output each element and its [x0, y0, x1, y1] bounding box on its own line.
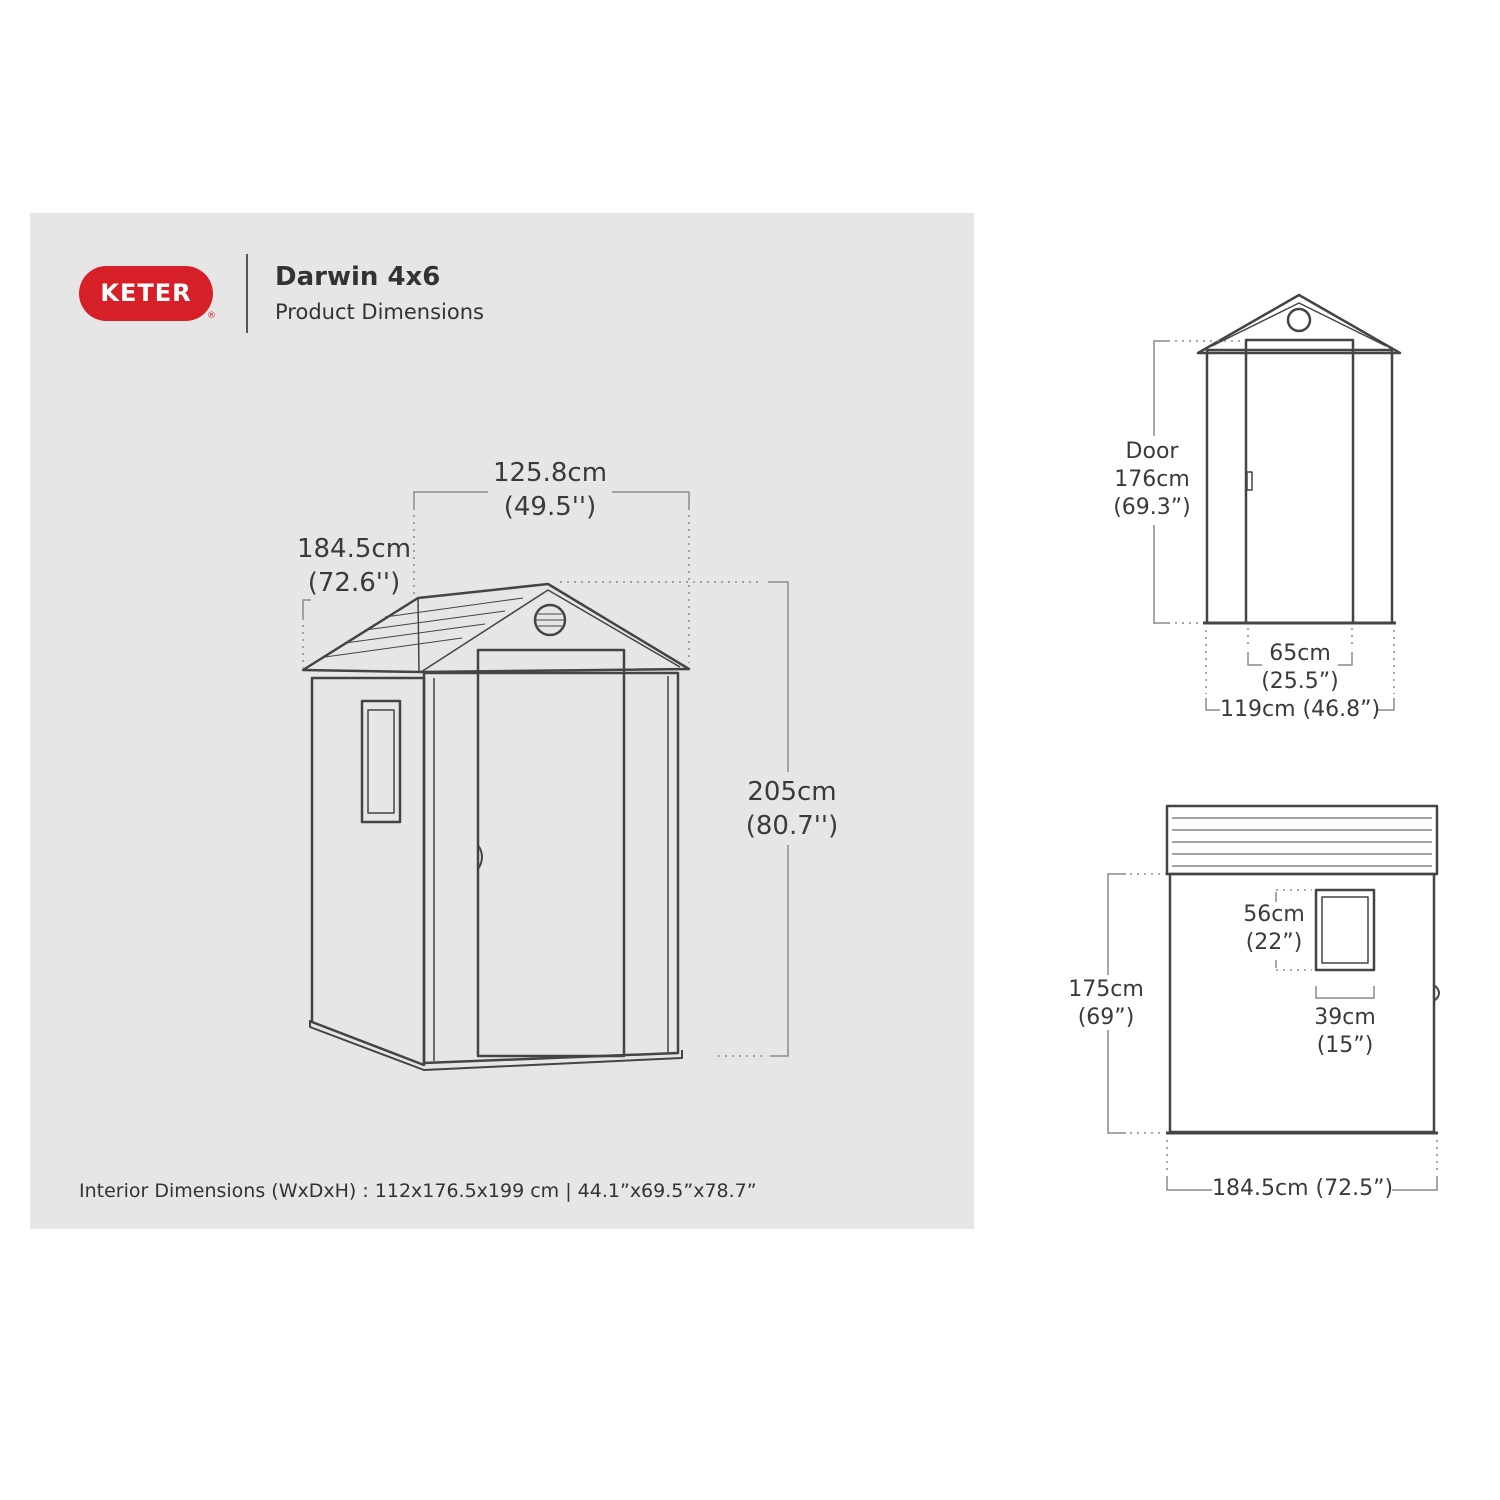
interior-dimensions: Interior Dimensions (WxDxH) : 112x176.5x199 cm | 44.1”x69.5”x78.7” [79, 1180, 757, 1202]
side-roof [1167, 806, 1437, 874]
front-door [1246, 340, 1353, 623]
window-width-label: 39cm (15”) [1314, 1005, 1376, 1058]
door-height-line [1154, 341, 1170, 436]
perspective-door [478, 650, 624, 1056]
window-width-line [1316, 986, 1374, 998]
side-depth-label: 184.5cm (72.5”) [1212, 1176, 1394, 1201]
front-wall [1207, 350, 1392, 623]
door-width-label: 65cm (25.5”) [1261, 641, 1339, 694]
side-depth-line [1167, 1176, 1212, 1190]
front-width-label: 119cm (46.8”) [1220, 697, 1381, 722]
depth-dimension-line [303, 600, 311, 620]
perspective-front-wall [424, 673, 678, 1063]
window-height-label: 56cm (22”) [1243, 902, 1305, 955]
logo-text: KETER [100, 279, 192, 307]
front-elevation [1198, 295, 1400, 623]
depth-label: 184.5cm (72.6'') [296, 534, 412, 598]
registered-mark: ® [207, 311, 216, 321]
front-width-line [1206, 698, 1220, 710]
width-dimension-line [414, 492, 488, 510]
width-label: 125.8cm (49.5'') [492, 458, 608, 522]
height-label: 205cm (80.7'') [745, 777, 839, 841]
side-window [1316, 890, 1374, 970]
front-vent-icon [1288, 309, 1310, 331]
perspective-shed [303, 584, 689, 1070]
height-dimension-line [768, 582, 788, 772]
side-elevation [1166, 806, 1439, 1133]
wall-height-label: 175cm (69”) [1068, 977, 1144, 1030]
door-height-label: Door 176cm (69.3”) [1113, 439, 1191, 520]
product-subtitle: Product Dimensions [275, 300, 484, 324]
wall-height-line [1108, 874, 1126, 975]
product-title: Darwin 4x6 [275, 262, 441, 292]
